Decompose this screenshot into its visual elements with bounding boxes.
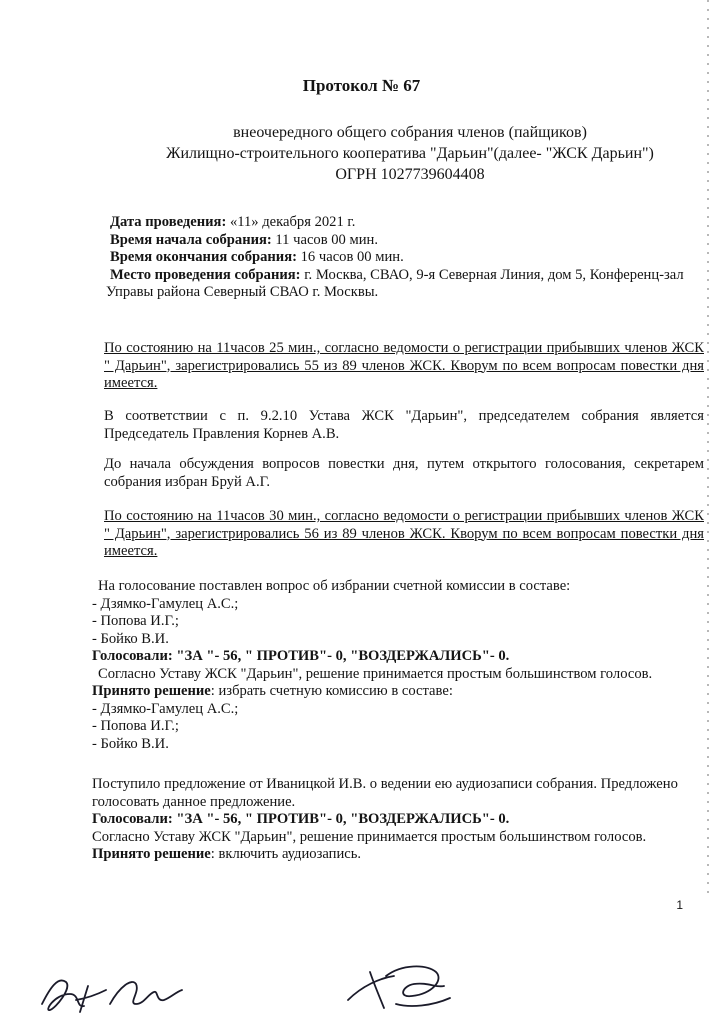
- paragraph-line: Председатель Правления Корнев А.В.: [104, 425, 340, 442]
- scan-edge-marks: [707, 0, 709, 900]
- meeting-end: Время окончания собрания: 16 часов 00 мин.: [110, 249, 404, 265]
- meeting-place-continued: Управы района Северный СВАО г. Москвы.: [106, 284, 379, 300]
- meeting-date: Дата проведения: «11» декабря 2021 г.: [110, 214, 356, 230]
- meeting-details: [106, 214, 700, 302]
- quorum-line: имеется.: [104, 375, 158, 391]
- subtitle-line: Жилищно-строительного кооператива "Дарьин"(далее- "ЖСК Дарьин"): [166, 145, 654, 162]
- meeting-place: Место проведения собрания: г. Москва, СВАО, 9-я Северная Линия, дом 5, Конференц-зал: [110, 266, 684, 283]
- quorum-line: " Дарьин", зарегистрировались 56 из 89 членов ЖСК. Кворум по всем вопросам повестки дня: [104, 525, 704, 542]
- subtitle-line: ОГРН 1027739604408: [335, 166, 485, 183]
- quorum-line: По состоянию на 11часов 25 мин., согласно ведомости о регистрации прибывших членов ЖСК: [104, 340, 704, 356]
- paragraph-line: собрания избран Бруй А.Г.: [104, 473, 271, 490]
- audio-intro: голосовать данное предложение.: [92, 793, 296, 810]
- document-subtitle: [140, 122, 680, 185]
- audio-voting-rule: Согласно Уставу ЖСК "Дарьин", решение принимается простым большинством голосов.: [92, 828, 647, 845]
- signature-right: [340, 956, 460, 1018]
- quorum-line: " Дарьин", зарегистрировались 55 из 89 членов ЖСК. Кворум по всем вопросам повестки дня: [104, 357, 704, 374]
- subtitle-line: внеочередного общего собрания членов (пайщиков): [233, 124, 587, 141]
- commission-member: - Бойко В.И.: [92, 735, 169, 752]
- quorum-line: По состоянию на 11часов 30 мин., согласно ведомости о регистрации прибывших членов ЖСК: [104, 508, 704, 524]
- quorum-line: имеется.: [104, 543, 158, 559]
- audio-decision: Принято решение: включить аудиозапись.: [92, 846, 362, 862]
- commission-member: - Дзямко-Гамулец А.С.;: [92, 595, 239, 612]
- paragraph-line: В соответствии с п. 9.2.10 Устава ЖСК "Дарьин", председателем собрания является: [104, 408, 704, 424]
- commission-member: - Дзямко-Гамулец А.С.;: [92, 700, 239, 717]
- meeting-start: Время начала собрания: 11 часов 00 мин.: [110, 231, 379, 248]
- signature-left: [36, 964, 186, 1016]
- commission-member: - Бойко В.И.: [92, 630, 169, 647]
- audio-intro: Поступило предложение от Иваницкой И.В. о ведении ею аудиозаписи собрания. Предложено: [92, 776, 678, 792]
- commission-section: [92, 578, 702, 753]
- commission-decision: Принято решение: избрать счетную комиссию в составе:: [92, 683, 453, 699]
- commission-intro: На голосование поставлен вопрос об избрании счетной комиссии в составе:: [98, 578, 571, 594]
- secretary-paragraph: [104, 456, 704, 491]
- audio-vote-result: Голосовали: "ЗА "- 56, " ПРОТИВ"- 0, "ВОЗДЕРЖАЛИСЬ"- 0.: [92, 811, 510, 827]
- chairman-paragraph: [104, 408, 704, 443]
- quorum-paragraph-1: [104, 340, 704, 393]
- commission-member: - Попова И.Г.;: [92, 718, 179, 734]
- document-title: Протокол № 67: [302, 76, 421, 95]
- quorum-paragraph-2: [104, 508, 704, 561]
- paragraph-line: До начала обсуждения вопросов повестки дня, путем открытого голосования, секретарем: [104, 456, 704, 472]
- page-number: 1: [676, 898, 683, 912]
- audio-recording-section: [92, 776, 702, 864]
- commission-member: - Попова И.Г.;: [92, 613, 179, 629]
- commission-voting-rule: Согласно Уставу ЖСК "Дарьин", решение принимается простым большинством голосов.: [98, 665, 653, 682]
- commission-vote-result: Голосовали: "ЗА "- 56, " ПРОТИВ"- 0, "ВОЗДЕРЖАЛИСЬ"- 0.: [92, 648, 510, 664]
